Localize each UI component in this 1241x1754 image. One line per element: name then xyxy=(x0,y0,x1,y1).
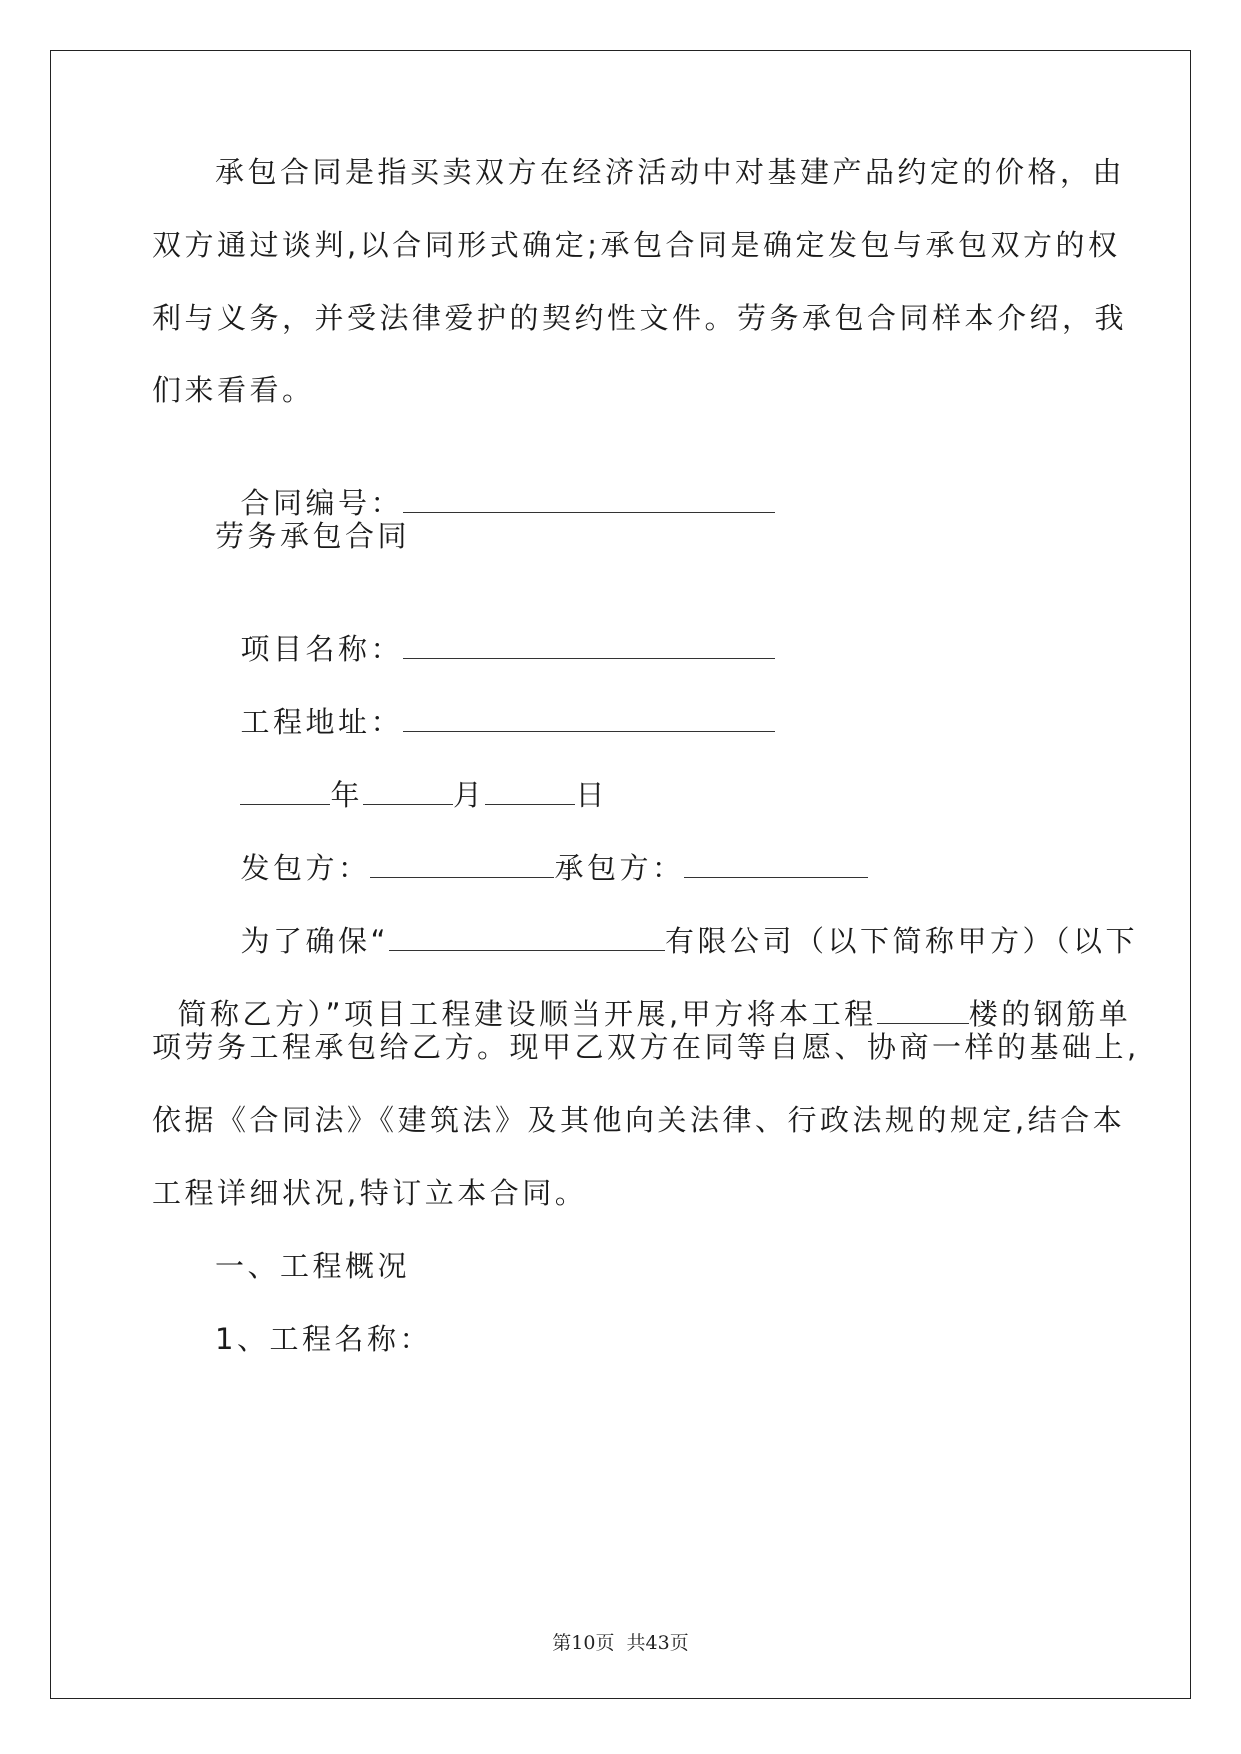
preamble-line-5: 工程详细状况,特订立本合同。 xyxy=(152,1176,588,1210)
party-b-label: 承包方： xyxy=(554,851,685,885)
party-b-blank[interactable] xyxy=(684,855,868,878)
month-label: 月 xyxy=(452,778,486,812)
day-label: 日 xyxy=(575,778,608,812)
preamble-line-4: 依据《合同法》《建筑法》及其他向关法律、行政法规的规定,结合本 xyxy=(152,1103,1126,1137)
intro-line-1: 承包合同是指买卖双方在经济活动中对基建产品约定的价格，由 xyxy=(215,155,1126,189)
footer-page-mid: 页 共 xyxy=(595,1632,646,1654)
day-blank[interactable] xyxy=(485,782,575,805)
footer-page-prefix: 第 xyxy=(552,1632,572,1654)
footer-page-suffix: 页 xyxy=(669,1632,689,1654)
building-no-blank[interactable] xyxy=(877,1001,969,1024)
footer-page-total: 43 xyxy=(645,1632,670,1654)
footer-page-current: 10 xyxy=(571,1632,596,1654)
intro-line-3: 利与义务，并受法律爱护的契约性文件。劳务承包合同样本介绍，我 xyxy=(152,301,1128,335)
contract-no-blank[interactable] xyxy=(403,490,775,513)
month-blank[interactable] xyxy=(363,782,453,805)
intro-line-2: 双方通过谈判,以合同形式确定;承包合同是确定发包与承包双方的权 xyxy=(152,228,1121,262)
date-row xyxy=(215,735,608,815)
project-address-blank[interactable] xyxy=(403,709,775,732)
preamble-line-2-a: 简称乙方）”项目工程建设顺当开展,甲方将本工程 xyxy=(177,997,877,1031)
preamble-line-2-b: 楼的钢筋单 xyxy=(968,997,1132,1031)
company-name-blank[interactable] xyxy=(389,928,665,951)
page-footer xyxy=(0,1628,1241,1655)
contract-no-row xyxy=(215,443,775,523)
preamble-line-1 xyxy=(215,881,1138,961)
year-label: 年 xyxy=(330,778,363,812)
party-a-label: 发包方： xyxy=(240,851,371,885)
project-address-row xyxy=(215,662,775,742)
project-name-blank[interactable] xyxy=(403,636,775,659)
party-a-blank[interactable] xyxy=(370,855,554,878)
contract-no-label: 合同编号： xyxy=(240,486,403,520)
preamble-line-1-b: 有限公司（以下简称甲方）（以下 xyxy=(664,924,1138,958)
year-blank[interactable] xyxy=(240,782,330,805)
project-address-label: 工程地址： xyxy=(240,705,403,739)
section-item-1: 1、工程名称： xyxy=(215,1322,432,1356)
preamble-line-1-a: 为了确保“ xyxy=(240,924,389,958)
parties-row xyxy=(215,808,868,888)
contract-title: 劳务承包合同 xyxy=(215,519,411,553)
intro-line-4: 们来看看。 xyxy=(152,373,315,407)
preamble-line-2 xyxy=(152,954,1131,1034)
preamble-line-3: 项劳务工程承包给乙方。现甲乙双方在同等自愿、协商一样的基础上, xyxy=(152,1030,1140,1064)
project-name-row xyxy=(215,589,775,669)
project-name-label: 项目名称： xyxy=(240,632,403,666)
section-heading: 一、工程概况 xyxy=(215,1249,411,1283)
